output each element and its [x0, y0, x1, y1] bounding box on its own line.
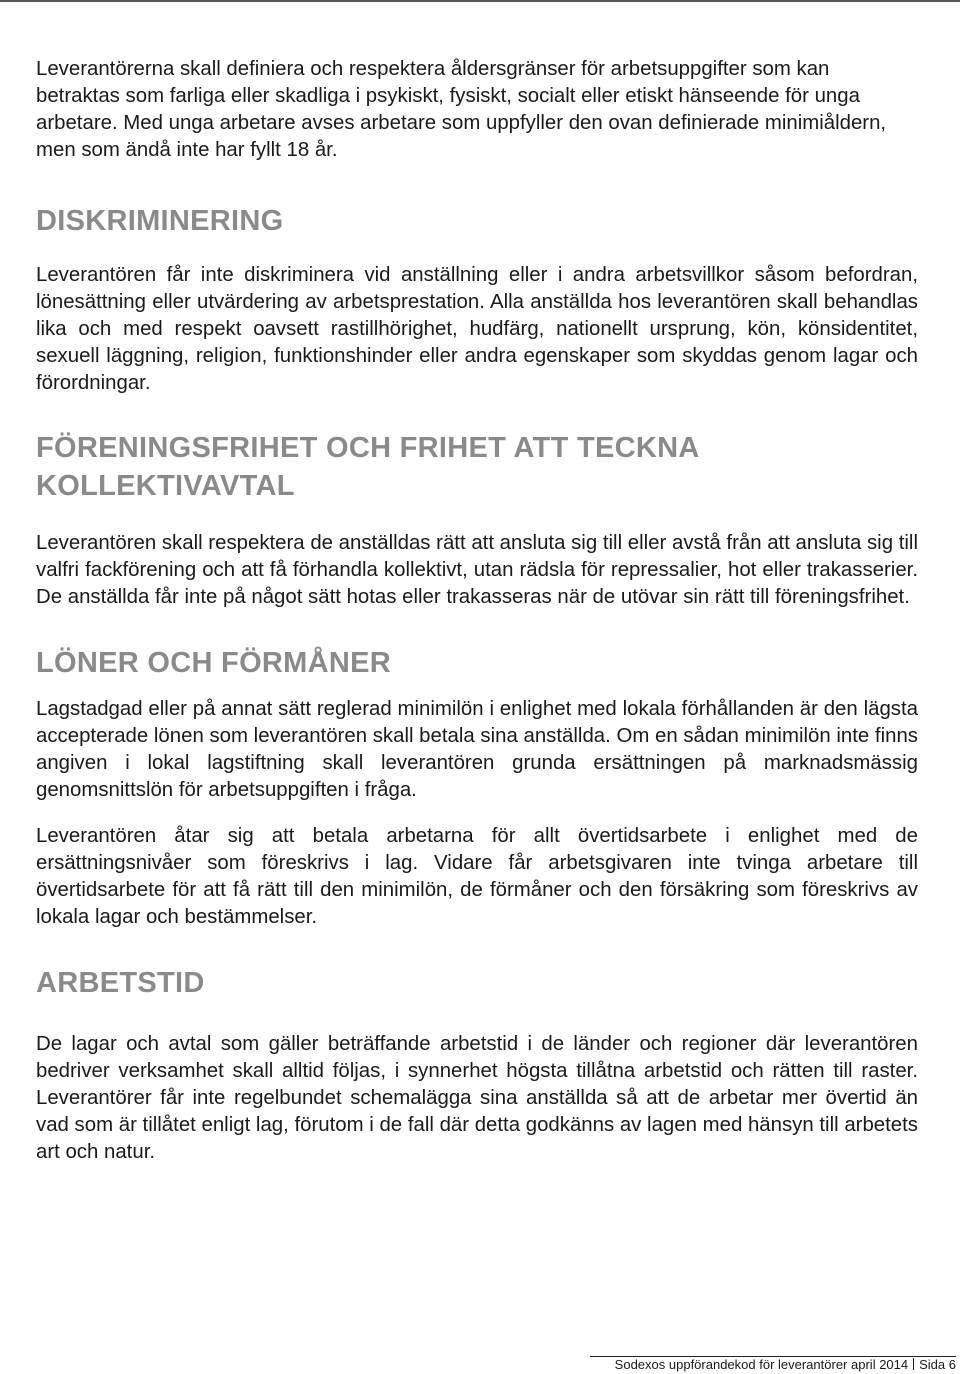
- top-rule: [0, 0, 960, 2]
- heading-foreningsfrihet-line1: FÖRENINGSFRIHET OCH FRIHET ATT TECKNA: [36, 432, 700, 464]
- paragraph-foreningsfrihet: Leverantören skall respektera de anställdas rätt att ansluta sig till eller avstå från att ansluta sig till valfri fackförening och att få förhandla kollektivt, utan rädsla för repressalier, hot eller trakasserier. De anställda får inte på något sätt hotas eller trakasseras när de utövar sin rätt till föreningsfrihet.: [36, 532, 918, 608]
- footer-document-title: Sodexos uppförandekod för leverantörer: [614, 1357, 848, 1372]
- intro-paragraph: Leverantörerna skall definiera och respektera åldersgränser för arbetsuppgifter som kan betraktas som farliga eller skadliga i psykiskt, fysiskt, socialt eller etiskt hänseende för unga arbetare. Med unga arbetare avses arbetare som uppfyller den ovan definierade minimiåldern, men som ändå inte har fyllt 18 år.: [36, 58, 887, 161]
- page-footer: [615, 1357, 956, 1373]
- heading-foreningsfrihet: [36, 429, 918, 505]
- footer-page-number: Sida 6: [919, 1357, 956, 1372]
- footer-date: april 2014: [851, 1357, 909, 1372]
- heading-foreningsfrihet-line2: KOLLEKTIVAVTAL: [36, 470, 295, 502]
- paragraph-loner-2: Leverantören åtar sig att betala arbetarna för allt övertidsarbete i enlighet med de ersättningsnivåer som föreskrivs i lag. Vidare får arbetsgivaren inte tvinga arbetare till övertidsarbete för att få rätt till den minimilön, de förmåner och den försäkring som föreskrivs av lokala lagar och bestämmelser.: [36, 825, 918, 928]
- paragraph-loner-1: Lagstadgad eller på annat sätt reglerad minimilön i enlighet med lokala förhållanden är den lägsta accepterade lönen som leverantören skall betala sina anställda. Om en sådan minimilön inte finns angiven i lokal lagstiftning skall leverantören grunda ersättningen på marknadsmässig genomsnittslön för arbetsuppgiften i fråga.: [36, 698, 918, 801]
- paragraph-diskriminering: Leverantören får inte diskriminera vid anställning eller i andra arbetsvillkor såsom befordran, lönesättning eller utvärdering av arbetsprestation. Alla anställda hos leverantören skall behandlas lika och med respekt oavsett rastillhörighet, hudfärg, nationellt ursprung, kön, könsidentitet, sexuell läggning, religion, funktionshinder eller andra egenskaper som skyddas genom lagar och förordningar.: [36, 264, 918, 394]
- heading-arbetstid: ARBETSTID: [36, 967, 205, 999]
- heading-loner: LÖNER OCH FÖRMÅNER: [36, 647, 391, 679]
- footer-separator: [913, 1358, 914, 1370]
- paragraph-arbetstid: De lagar och avtal som gäller beträffande arbetstid i de länder och regioner där leverantören bedriver verksamhet skall alltid följas, i synnerhet högsta tillåtna arbetstid och rätten till raster. Leverantörer får inte regelbundet schemalägga sina anställda så att de arbetar mer övertid än vad som är tillåtet enligt lag, förutom i de fall där detta godkänns av lagen med hänsyn till arbetets art och natur.: [36, 1033, 918, 1163]
- heading-diskriminering: DISKRIMINERING: [36, 205, 284, 237]
- document-page: [36, 56, 918, 1166]
